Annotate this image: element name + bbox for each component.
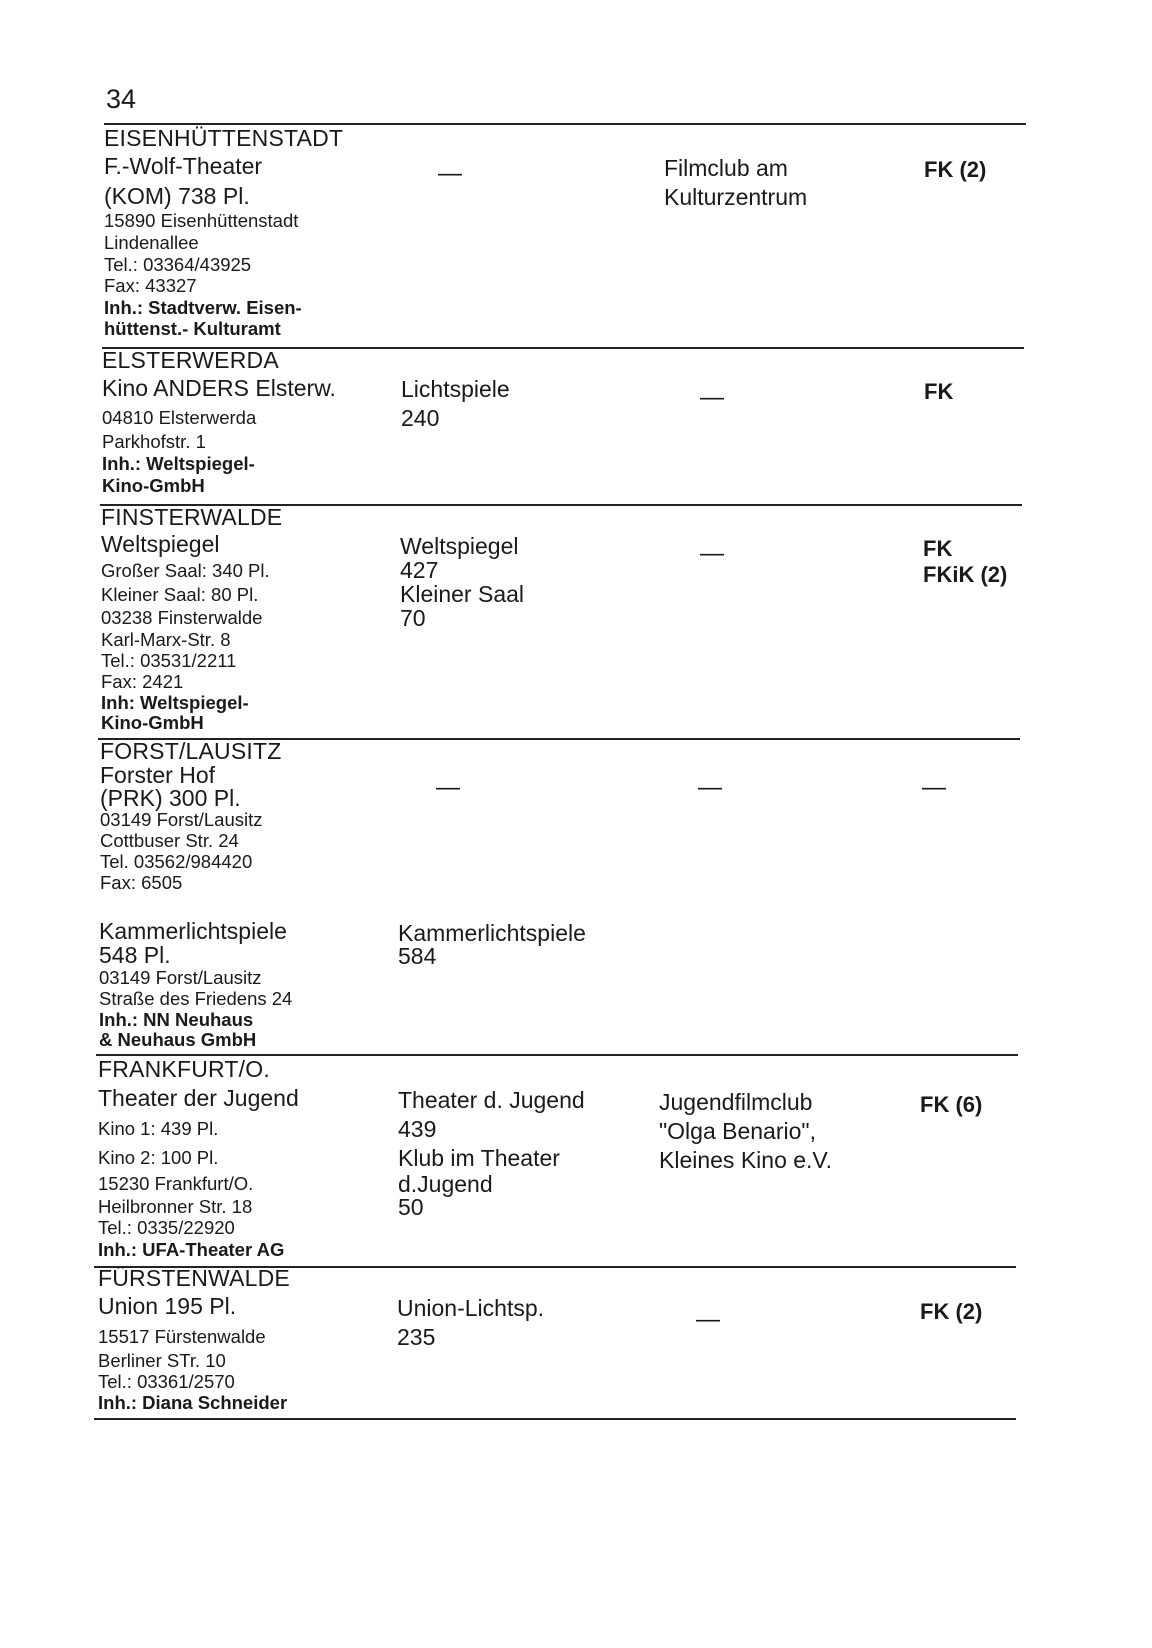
fk-code: FK (6): [920, 1092, 983, 1117]
previous-name: Weltspiegel: [400, 533, 519, 559]
city-heading: FRANKFURT/O.: [98, 1056, 270, 1082]
divider: [94, 1418, 1016, 1420]
phone-line: Tel.: 03364/43925: [104, 254, 252, 275]
owner-line: Inh: Weltspiegel-: [101, 692, 249, 713]
owner-line: Inh.: UFA-Theater AG: [98, 1239, 285, 1260]
cinema-seats: (PRK) 300 Pl.: [100, 785, 241, 811]
cinema-name: Theater der Jugend: [98, 1085, 299, 1111]
fk-code: FK (2): [920, 1299, 983, 1324]
fk-code: FK (2): [924, 157, 987, 182]
owner-line: Inh.: NN Neuhaus: [99, 1009, 254, 1030]
address-line: Parkhofstr. 1: [102, 431, 206, 452]
film-club: Kleines Kino e.V.: [659, 1147, 833, 1173]
owner-line: hüttenst.- Kulturamt: [104, 318, 281, 339]
film-club: Jugendfilmclub: [659, 1089, 813, 1115]
phone-line: Tel. 03562/984420: [100, 851, 253, 872]
previous-name: Kammerlichtspiele: [398, 920, 586, 946]
previous-seats: 240: [401, 405, 440, 431]
address-line: 15890 Eisenhüttenstadt: [104, 210, 299, 231]
previous-seats: 584: [398, 943, 437, 969]
previous-name: Klub im Theater: [398, 1145, 560, 1171]
city-heading: ELSTERWERDA: [102, 347, 279, 373]
film-club: Filmclub am: [664, 155, 788, 181]
address-line: 15230 Frankfurt/O.: [98, 1173, 254, 1194]
owner-line: Inh.: Weltspiegel-: [102, 453, 255, 474]
address-line: Berliner STr. 10: [98, 1350, 226, 1371]
empty-dash: —: [696, 1306, 720, 1333]
empty-dash: —: [700, 540, 724, 567]
cinema-seats: 548 Pl.: [99, 942, 171, 968]
hall-line: Kleiner Saal: 80 Pl.: [101, 584, 259, 605]
previous-name: d.Jugend: [398, 1171, 493, 1197]
address-line: 03149 Forst/Lausitz: [100, 809, 263, 830]
previous-name: Lichtspiele: [401, 376, 510, 402]
owner-line: & Neuhaus GmbH: [99, 1029, 257, 1050]
phone-line: Tel.: 03361/2570: [98, 1371, 235, 1392]
fk-code: FKiK (2): [923, 562, 1008, 587]
address-line: Karl-Marx-Str. 8: [101, 629, 231, 650]
cinema-seats: (KOM) 738 Pl.: [104, 183, 250, 209]
fax-line: Fax: 6505: [100, 872, 183, 893]
film-club: "Olga Benario",: [659, 1118, 816, 1144]
previous-seats: 50: [398, 1194, 424, 1220]
address-line: 15517 Fürstenwalde: [98, 1326, 266, 1347]
address-line: 03149 Forst/Lausitz: [99, 967, 262, 988]
fk-code: FK: [924, 379, 954, 404]
previous-seats: 439: [398, 1116, 437, 1142]
city-heading: FINSTERWALDE: [101, 504, 283, 530]
cinema-name: Union 195 Pl.: [98, 1293, 237, 1319]
owner-line: Inh.: Diana Schneider: [98, 1392, 288, 1413]
fax-line: Fax: 2421: [101, 671, 184, 692]
address-line: Straße des Friedens 24: [99, 988, 293, 1009]
empty-dash: —: [436, 774, 460, 801]
fax-line: Fax: 43327: [104, 275, 197, 296]
previous-name: Union-Lichtsp.: [397, 1295, 545, 1321]
previous-name: Theater d. Jugend: [398, 1087, 585, 1113]
film-club: Kulturzentrum: [664, 184, 808, 210]
address-line: Heilbronner Str. 18: [98, 1196, 253, 1217]
phone-line: Tel.: 0335/22920: [98, 1217, 235, 1238]
previous-seats: 427: [400, 557, 439, 583]
hall-line: Kino 2: 100 Pl.: [98, 1147, 219, 1168]
city-heading: FÜRSTENWALDE: [98, 1265, 290, 1291]
cinema-name: Forster Hof: [100, 762, 216, 788]
address-line: Cottbuser Str. 24: [100, 830, 239, 851]
city-heading: EISENHÜTTENSTADT: [104, 125, 344, 151]
fk-code: FK: [923, 536, 953, 561]
city-heading: FORST/LAUSITZ: [100, 738, 282, 764]
address-line: Lindenallee: [104, 232, 199, 253]
empty-dash: —: [700, 384, 724, 411]
address-line: 03238 Finsterwalde: [101, 607, 263, 628]
cinema-name: Kino ANDERS Elsterw.: [102, 375, 336, 401]
previous-seats: 235: [397, 1324, 436, 1350]
empty-dash: —: [438, 160, 462, 187]
empty-dash: —: [922, 774, 946, 801]
owner-line: Kino-GmbH: [102, 475, 205, 496]
owner-line: Kino-GmbH: [101, 712, 204, 733]
empty-dash: —: [698, 774, 722, 801]
page-number: 34: [106, 84, 137, 114]
cinema-name: Weltspiegel: [101, 531, 220, 557]
cinema-name: F.-Wolf-Theater: [104, 153, 263, 179]
previous-seats: 70: [400, 605, 426, 631]
owner-line: Inh.: Stadtverw. Eisen-: [104, 297, 302, 318]
hall-line: Kino 1: 439 Pl.: [98, 1118, 219, 1139]
previous-name: Kleiner Saal: [400, 581, 525, 607]
hall-line: Großer Saal: 340 Pl.: [101, 560, 270, 581]
cinema-name: Kammerlichtspiele: [99, 918, 287, 944]
address-line: 04810 Elsterwerda: [102, 407, 257, 428]
phone-line: Tel.: 03531/2211: [101, 650, 237, 671]
